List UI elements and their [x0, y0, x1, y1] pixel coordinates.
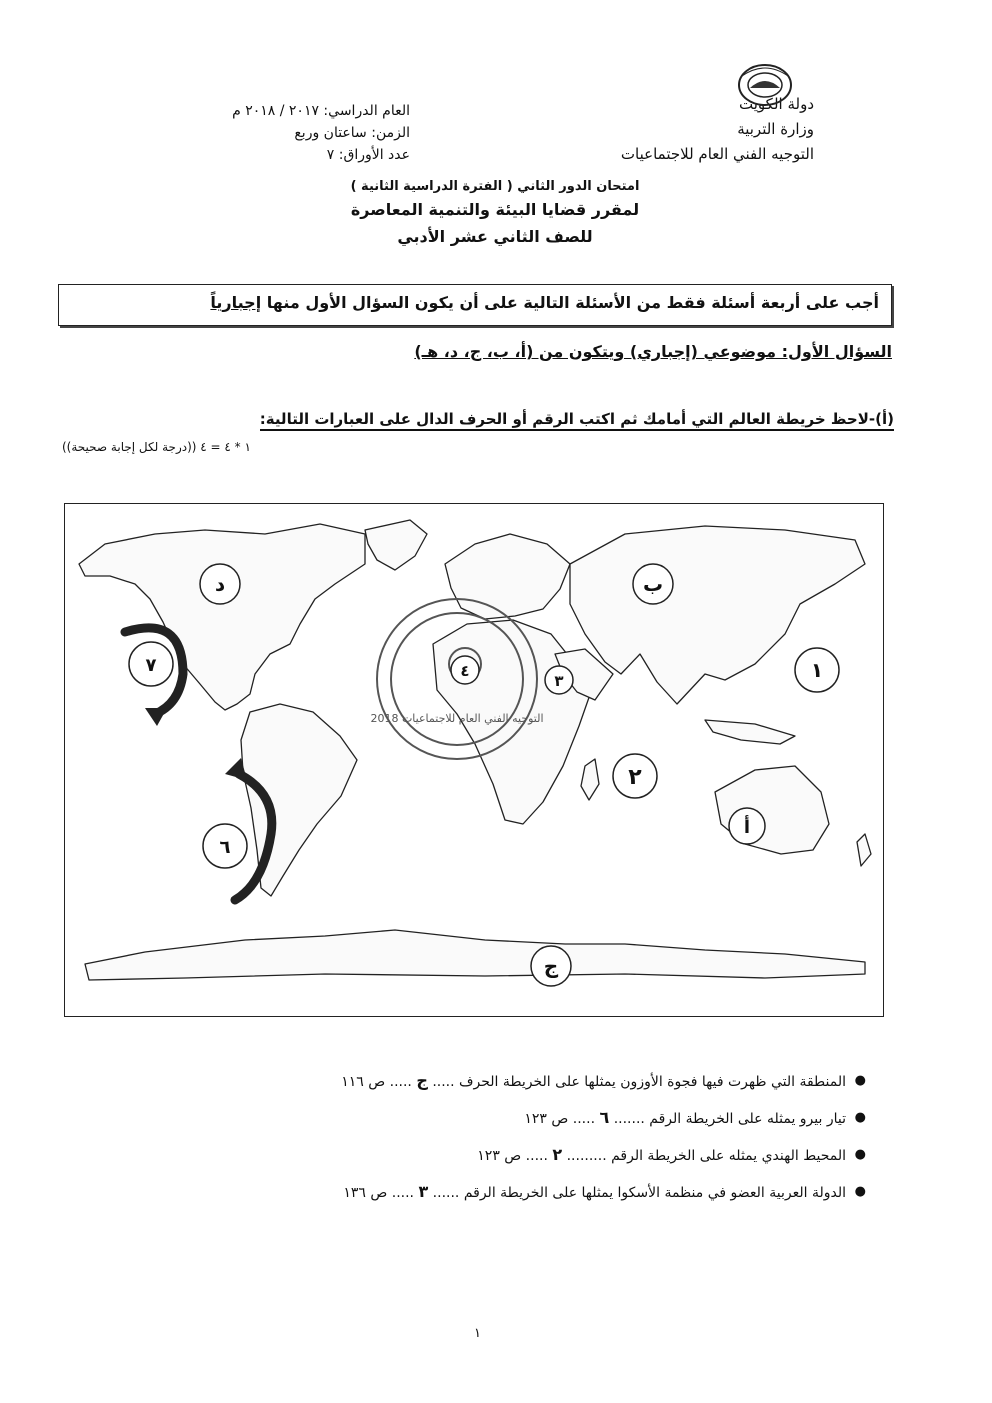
question1-title: السؤال الأول: موضوعي (إجباري) ويتكون من (أ، ب، ج، د، هـ) [414, 342, 892, 361]
item-page: ..... ص ١٢٣ [477, 1148, 548, 1164]
exam-duration: الزمن: ساعتان وربع [294, 125, 410, 141]
grading-note: ١ * ٤ = ٤ ((درجة لكل إجابة صحيحة)) [62, 440, 251, 454]
list-item [146, 1099, 866, 1136]
label-4: ٤ [460, 662, 470, 680]
grade-title: للصف الثاني عشر الأدبي [397, 227, 593, 246]
item-answer: ٦ [599, 1108, 610, 1127]
world-map-svg [65, 504, 883, 1016]
instructions-box [58, 284, 892, 326]
course-title: لمقرر قضايا البيئة والتنمية المعاصرة [350, 200, 640, 219]
madagascar [581, 759, 599, 800]
list-item [146, 1136, 866, 1173]
item-answer: ٣ [418, 1182, 429, 1201]
item-text: تيار بيرو يمثله على الخريطة الرقم ....... [613, 1111, 846, 1127]
exam-title: امتحان الدور الثاني ( الفترة الدراسية الثانية ) [350, 179, 640, 194]
item-answer: ٢ [552, 1145, 563, 1164]
world-map [64, 503, 884, 1017]
question-items [146, 1062, 866, 1210]
item-text: المنطقة التي ظهرت فيها فجوة الأوزون يمثلها على الخريطة الحرف ..... [432, 1074, 846, 1090]
item-page: ..... ص ١١٦ [341, 1074, 412, 1090]
question1-part-a: (أ)-لاحظ خريطة العالم التي أمامك ثم اكتب الرقم أو الحرف الدال على العبارات التالية: [260, 410, 894, 431]
label-d: د [214, 572, 226, 596]
label-2: ٢ [628, 765, 642, 790]
instructions-main: أجب على أربعة أسئلة فقط من الأسئلة التالية على أن يكون السؤال الأول منها [266, 293, 879, 312]
label-b: ب [642, 572, 664, 596]
item-text: المحيط الهندي يمثله على الخريطة الرقم ......... [566, 1148, 846, 1164]
label-a: أ [743, 817, 751, 838]
bullet-icon: ● [854, 1184, 866, 1199]
header-department: التوجيه الفني العام للاجتماعيات [620, 145, 814, 163]
label-3: ٣ [554, 672, 564, 690]
header-ministry-name: وزارة التربية [737, 120, 814, 138]
exam-titles [260, 178, 730, 250]
label-1: ١ [810, 658, 824, 682]
header-country: دولة الكويت [739, 95, 814, 113]
instructions-text [210, 293, 879, 312]
header-exam-info [150, 100, 410, 166]
list-item [146, 1062, 866, 1099]
label-j: ج [543, 954, 559, 978]
kuwait-emblem-icon [736, 62, 794, 108]
academic-year: العام الدراسي: ٢٠١٧ / ٢٠١٨ م [232, 103, 410, 119]
new-zealand [857, 834, 871, 866]
north-america [79, 524, 365, 710]
stamp-text: التوجيه الفني العام للاجتماعيات 2018 [370, 712, 544, 725]
page-number: ١ [474, 1326, 481, 1341]
instructions-emphasis: إجبارياً [210, 293, 262, 312]
bullet-icon: ● [854, 1110, 866, 1125]
label-6: ٦ [219, 837, 231, 858]
europe [445, 534, 570, 619]
label-7: ٧ [145, 655, 157, 676]
australia [715, 766, 829, 854]
indonesia [705, 720, 795, 744]
antarctica [85, 930, 865, 980]
list-item [146, 1173, 866, 1210]
greenland [365, 520, 427, 570]
item-text: الدولة العربية العضو في منظمة الأسكوا يمثلها على الخريطة الرقم ...... [432, 1185, 846, 1201]
page-count: عدد الأوراق: ٧ [326, 147, 410, 163]
item-answer: ج [416, 1071, 428, 1090]
item-page: ..... ص ١٣٦ [343, 1185, 414, 1201]
bullet-icon: ● [854, 1073, 866, 1088]
item-page: ..... ص ١٢٣ [524, 1111, 596, 1127]
bullet-icon: ● [854, 1147, 866, 1162]
